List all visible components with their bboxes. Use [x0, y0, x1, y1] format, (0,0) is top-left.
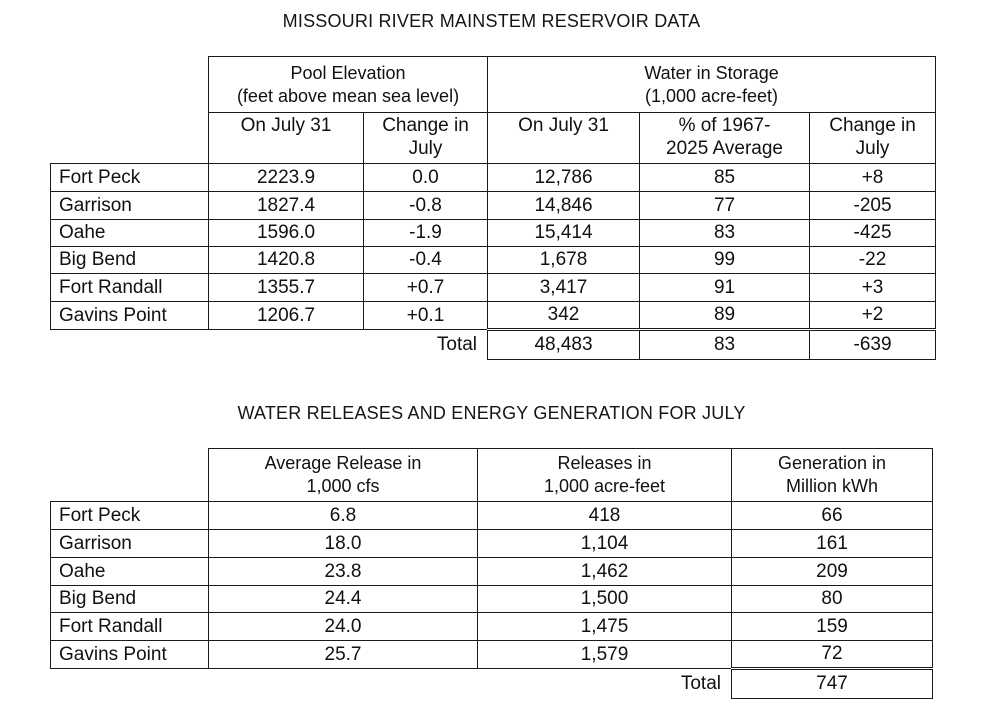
table-cell: 1,500: [478, 586, 732, 613]
corner-cell: [51, 113, 209, 164]
reservoir-name: Fort Randall: [51, 613, 209, 641]
table-row: [51, 502, 933, 530]
reservoir-name: Fort Randall: [51, 274, 209, 302]
table-cell: 12,786: [488, 164, 640, 192]
table-row: [51, 613, 933, 641]
header-line: 1,000 cfs: [306, 476, 380, 496]
column-header: [640, 113, 810, 164]
table-cell: 1355.7: [209, 274, 364, 302]
table-cell: +3: [810, 274, 936, 302]
table-cell: 1,475: [478, 613, 732, 641]
total-generation: 747: [732, 669, 933, 699]
corner-cell: [51, 449, 209, 502]
table-cell: 91: [640, 274, 810, 302]
table-row: [51, 558, 933, 586]
reservoir-name: Oahe: [51, 558, 209, 586]
table-cell: 2223.9: [209, 164, 364, 192]
empty-cell: [209, 669, 478, 699]
header-line: Change in: [829, 115, 916, 136]
header-line: (1,000 acre-feet): [644, 85, 779, 106]
table-cell: 418: [478, 502, 732, 530]
empty-cell: [209, 330, 364, 360]
table-cell: 72: [732, 641, 933, 669]
table-cell: 342: [488, 302, 640, 330]
header-line: Million kWh: [785, 476, 878, 496]
table-cell: +2: [810, 302, 936, 330]
total-row: [51, 330, 936, 360]
header-line: Water in Storage: [644, 62, 779, 83]
table-cell: 161: [732, 530, 933, 558]
reservoir-name: Garrison: [51, 530, 209, 558]
table-cell: 66: [732, 502, 933, 530]
empty-cell: [51, 330, 209, 360]
empty-cell: [51, 669, 209, 699]
table-cell: 1,104: [478, 530, 732, 558]
table-cell: 14,846: [488, 192, 640, 220]
table-cell: -0.4: [364, 247, 488, 274]
pool-elevation-header: [209, 57, 488, 113]
total-storage: 48,483: [488, 330, 640, 360]
reservoir-name: Oahe: [51, 220, 209, 247]
table-cell: -0.8: [364, 192, 488, 220]
table-row: [51, 641, 933, 669]
table-cell: 159: [732, 613, 933, 641]
reservoir-name: Gavins Point: [51, 641, 209, 669]
table-cell: 1,678: [488, 247, 640, 274]
corner-cell: [51, 57, 209, 113]
header-line: 1,000 acre-feet: [543, 476, 666, 496]
header-line: 2025 Average: [666, 138, 783, 159]
table-cell: -22: [810, 247, 936, 274]
reservoir-name: Big Bend: [51, 247, 209, 274]
table-row: [51, 274, 936, 302]
header-line: July: [855, 138, 890, 159]
table-cell: 23.8: [209, 558, 478, 586]
reservoir-name: Garrison: [51, 192, 209, 220]
reservoir-name: Fort Peck: [51, 164, 209, 192]
reservoir-table-title: MISSOURI RIVER MAINSTEM RESERVOIR DATA: [282, 11, 701, 31]
table-cell: 1827.4: [209, 192, 364, 220]
table-row: [51, 302, 936, 330]
table-cell: 15,414: [488, 220, 640, 247]
total-change: -639: [810, 330, 936, 360]
header-line: Change in: [382, 115, 469, 136]
table-cell: 6.8: [209, 502, 478, 530]
table-cell: 24.0: [209, 613, 478, 641]
table-cell: 85: [640, 164, 810, 192]
table-cell: 80: [732, 586, 933, 613]
table-cell: 1,579: [478, 641, 732, 669]
header-line: Releases in: [557, 453, 652, 473]
table-row: [51, 530, 933, 558]
reservoir-name: Fort Peck: [51, 502, 209, 530]
column-header: [364, 113, 488, 164]
table-row: [51, 164, 936, 192]
table-cell: 99: [640, 247, 810, 274]
table-cell: +0.1: [364, 302, 488, 330]
table-cell: -425: [810, 220, 936, 247]
table-cell: -205: [810, 192, 936, 220]
total-label: Total: [680, 672, 721, 694]
header-line: % of 1967-: [678, 115, 771, 136]
reservoir-name: Big Bend: [51, 586, 209, 613]
table-cell: +0.7: [364, 274, 488, 302]
column-header: [209, 113, 364, 164]
total-label: Total: [436, 333, 478, 355]
table-cell: 209: [732, 558, 933, 586]
table-row: [51, 247, 936, 274]
table-row: [51, 586, 933, 613]
releases-generation-table: [50, 448, 933, 699]
total-row: [51, 669, 933, 699]
total-percent: 83: [640, 330, 810, 360]
header-line: On July 31: [240, 115, 332, 136]
header-line: Generation in: [777, 453, 887, 473]
header-line: July: [408, 138, 443, 159]
table-cell: -1.9: [364, 220, 488, 247]
column-header: [488, 113, 640, 164]
table-cell: 0.0: [364, 164, 488, 192]
table-cell: 1,462: [478, 558, 732, 586]
releases-table-title: WATER RELEASES AND ENERGY GENERATION FOR JULY: [237, 403, 746, 423]
table-cell: 1420.8: [209, 247, 364, 274]
header-line: (feet above mean sea level): [236, 85, 460, 106]
table-cell: 1206.7: [209, 302, 364, 330]
reservoir-data-table: [50, 56, 936, 360]
table-cell: 24.4: [209, 586, 478, 613]
table-cell: 77: [640, 192, 810, 220]
header-line: On July 31: [518, 115, 609, 136]
table-cell: 3,417: [488, 274, 640, 302]
water-in-storage-header: [488, 57, 936, 113]
header-line: Average Release in: [264, 453, 422, 473]
column-header: [810, 113, 936, 164]
table-cell: 1596.0: [209, 220, 364, 247]
table-cell: 18.0: [209, 530, 478, 558]
reservoir-name: Gavins Point: [51, 302, 209, 330]
column-header: [209, 449, 478, 502]
table-cell: 89: [640, 302, 810, 330]
table-cell: 25.7: [209, 641, 478, 669]
column-header: [732, 449, 933, 502]
table-cell: 83: [640, 220, 810, 247]
table-row: [51, 192, 936, 220]
table-row: [51, 220, 936, 247]
column-header: [478, 449, 732, 502]
table-cell: +8: [810, 164, 936, 192]
header-line: Pool Elevation: [290, 62, 406, 83]
